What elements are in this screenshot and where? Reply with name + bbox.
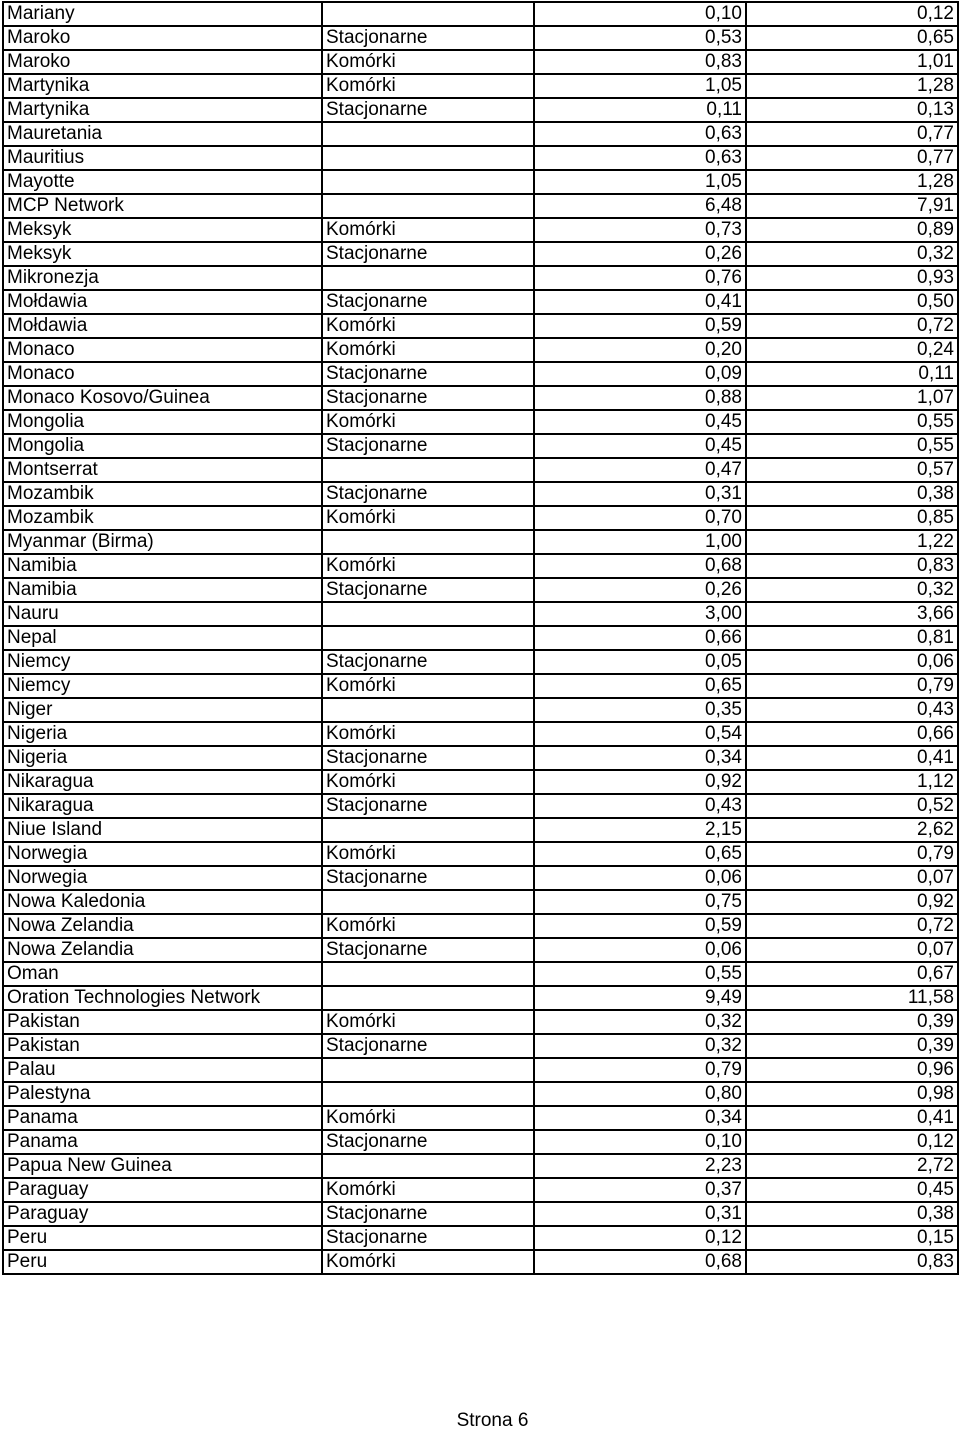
gross-price-cell: 2,62 [746,818,958,842]
type-cell [322,530,534,554]
gross-price-cell: 0,07 [746,938,958,962]
country-cell: Panama [3,1130,322,1154]
type-cell: Komórki [322,914,534,938]
gross-price-cell: 0,83 [746,554,958,578]
gross-price-cell: 1,01 [746,50,958,74]
gross-price-cell: 0,89 [746,218,958,242]
table-row [3,1154,958,1178]
type-cell [322,890,534,914]
country-cell: Meksyk [3,218,322,242]
net-price-cell: 0,20 [534,338,746,362]
type-cell: Stacjonarne [322,98,534,122]
type-cell: Komórki [322,314,534,338]
country-cell: Monaco [3,338,322,362]
net-price-cell: 9,49 [534,986,746,1010]
table-row [3,1106,958,1130]
net-price-cell: 0,26 [534,578,746,602]
type-cell: Komórki [322,554,534,578]
table-row [3,122,958,146]
gross-price-cell: 0,12 [746,1130,958,1154]
gross-price-cell: 0,32 [746,242,958,266]
page-number: Strona 6 [456,1410,529,1431]
country-cell: Mozambik [3,482,322,506]
table-row [3,1034,958,1058]
table-row [3,746,958,770]
table-row [3,1226,958,1250]
net-price-cell: 1,05 [534,170,746,194]
table-row [3,602,958,626]
gross-price-cell: 0,77 [746,122,958,146]
type-cell: Komórki [322,1010,534,1034]
net-price-cell: 1,00 [534,530,746,554]
country-cell: Namibia [3,554,322,578]
table-row [3,170,958,194]
country-cell: Myanmar (Birma) [3,530,322,554]
net-price-cell: 2,23 [534,1154,746,1178]
country-cell: Meksyk [3,242,322,266]
gross-price-cell: 0,98 [746,1082,958,1106]
type-cell: Komórki [322,1178,534,1202]
table-row [3,938,958,962]
net-price-cell: 0,79 [534,1058,746,1082]
gross-price-cell: 0,38 [746,1202,958,1226]
table-row [3,962,958,986]
type-cell: Stacjonarne [322,26,534,50]
table-row [3,194,958,218]
country-cell: Mongolia [3,434,322,458]
net-price-cell: 0,45 [534,410,746,434]
net-price-cell: 0,68 [534,1250,746,1274]
gross-price-cell: 0,52 [746,794,958,818]
net-price-cell: 0,75 [534,890,746,914]
type-cell [322,122,534,146]
country-cell: Niemcy [3,674,322,698]
gross-price-cell: 0,11 [746,362,958,386]
country-cell: Peru [3,1226,322,1250]
rates-table [2,1,959,1275]
type-cell [322,266,534,290]
country-cell: Nepal [3,626,322,650]
type-cell: Komórki [322,722,534,746]
country-cell: Mariany [3,2,322,26]
net-price-cell: 0,63 [534,122,746,146]
net-price-cell: 0,63 [534,146,746,170]
type-cell: Komórki [322,50,534,74]
gross-price-cell: 1,12 [746,770,958,794]
type-cell: Stacjonarne [322,1130,534,1154]
type-cell: Stacjonarne [322,578,534,602]
type-cell: Stacjonarne [322,794,534,818]
type-cell [322,1058,534,1082]
country-cell: Monaco Kosovo/Guinea [3,386,322,410]
net-price-cell: 0,65 [534,674,746,698]
net-price-cell: 0,73 [534,218,746,242]
table-row [3,650,958,674]
type-cell: Komórki [322,770,534,794]
table-row [3,410,958,434]
type-cell: Stacjonarne [322,290,534,314]
country-cell: Mayotte [3,170,322,194]
gross-price-cell: 1,22 [746,530,958,554]
type-cell [322,602,534,626]
table-row [3,1082,958,1106]
country-cell: Paraguay [3,1202,322,1226]
net-price-cell: 0,09 [534,362,746,386]
table-row [3,26,958,50]
table-row [3,98,958,122]
net-price-cell: 0,65 [534,842,746,866]
net-price-cell: 2,15 [534,818,746,842]
type-cell [322,986,534,1010]
type-cell: Komórki [322,506,534,530]
table-row [3,386,958,410]
country-cell: Palestyna [3,1082,322,1106]
table-row [3,458,958,482]
net-price-cell: 0,10 [534,2,746,26]
country-cell: Nowa Zelandia [3,938,322,962]
table-row [3,218,958,242]
country-cell: Nowa Kaledonia [3,890,322,914]
country-cell: Nigeria [3,722,322,746]
net-price-cell: 0,31 [534,1202,746,1226]
type-cell [322,818,534,842]
gross-price-cell: 0,13 [746,98,958,122]
net-price-cell: 0,43 [534,794,746,818]
net-price-cell: 0,41 [534,290,746,314]
gross-price-cell: 0,41 [746,1106,958,1130]
country-cell: Panama [3,1106,322,1130]
country-cell: Montserrat [3,458,322,482]
table-row [3,986,958,1010]
table-row [3,74,958,98]
country-cell: Maroko [3,26,322,50]
table-row [3,242,958,266]
country-cell: Paraguay [3,1178,322,1202]
table-row [3,290,958,314]
type-cell [322,146,534,170]
gross-price-cell: 11,58 [746,986,958,1010]
table-row [3,1202,958,1226]
type-cell: Stacjonarne [322,386,534,410]
country-cell: Mauretania [3,122,322,146]
gross-price-cell: 0,45 [746,1178,958,1202]
country-cell: Norwegia [3,866,322,890]
country-cell: Mongolia [3,410,322,434]
country-cell: Nikaragua [3,794,322,818]
net-price-cell: 3,00 [534,602,746,626]
net-price-cell: 0,59 [534,914,746,938]
table-row [3,482,958,506]
gross-price-cell: 0,38 [746,482,958,506]
table-row [3,1130,958,1154]
gross-price-cell: 0,92 [746,890,958,914]
type-cell: Stacjonarne [322,1226,534,1250]
table-row [3,674,958,698]
net-price-cell: 0,80 [534,1082,746,1106]
gross-price-cell: 0,55 [746,434,958,458]
net-price-cell: 0,83 [534,50,746,74]
net-price-cell: 0,70 [534,506,746,530]
net-price-cell: 1,05 [534,74,746,98]
net-price-cell: 0,59 [534,314,746,338]
gross-price-cell: 0,41 [746,746,958,770]
country-cell: MCP Network [3,194,322,218]
gross-price-cell: 0,93 [746,266,958,290]
type-cell [322,962,534,986]
table-row [3,1178,958,1202]
net-price-cell: 0,31 [534,482,746,506]
country-cell: Nauru [3,602,322,626]
country-cell: Martynika [3,98,322,122]
table-row [3,554,958,578]
country-cell: Norwegia [3,842,322,866]
table-row [3,1250,958,1274]
net-price-cell: 0,88 [534,386,746,410]
gross-price-cell: 0,07 [746,866,958,890]
table-row [3,770,958,794]
gross-price-cell: 0,85 [746,506,958,530]
table-row [3,794,958,818]
table-row [3,722,958,746]
gross-price-cell: 0,43 [746,698,958,722]
type-cell: Komórki [322,842,534,866]
type-cell: Stacjonarne [322,242,534,266]
type-cell [322,1082,534,1106]
table-row [3,1058,958,1082]
type-cell: Stacjonarne [322,866,534,890]
gross-price-cell: 0,57 [746,458,958,482]
type-cell [322,1154,534,1178]
gross-price-cell: 0,79 [746,674,958,698]
net-price-cell: 0,11 [534,98,746,122]
net-price-cell: 0,12 [534,1226,746,1250]
gross-price-cell: 0,32 [746,578,958,602]
type-cell: Stacjonarne [322,482,534,506]
gross-price-cell: 0,39 [746,1034,958,1058]
net-price-cell: 0,92 [534,770,746,794]
net-price-cell: 0,55 [534,962,746,986]
net-price-cell: 0,53 [534,26,746,50]
table-row [3,2,958,26]
country-cell: Mikronezja [3,266,322,290]
country-cell: Mołdawia [3,314,322,338]
net-price-cell: 0,06 [534,866,746,890]
gross-price-cell: 2,72 [746,1154,958,1178]
table-row [3,1010,958,1034]
country-cell: Peru [3,1250,322,1274]
type-cell [322,194,534,218]
table-row [3,698,958,722]
gross-price-cell: 0,72 [746,914,958,938]
net-price-cell: 0,34 [534,746,746,770]
table-row [3,890,958,914]
gross-price-cell: 0,50 [746,290,958,314]
net-price-cell: 0,32 [534,1010,746,1034]
table-row [3,914,958,938]
table-row [3,362,958,386]
net-price-cell: 0,10 [534,1130,746,1154]
net-price-cell: 0,47 [534,458,746,482]
country-cell: Nowa Zelandia [3,914,322,938]
gross-price-cell: 1,28 [746,74,958,98]
net-price-cell: 0,54 [534,722,746,746]
gross-price-cell: 0,65 [746,26,958,50]
gross-price-cell: 1,28 [746,170,958,194]
gross-price-cell: 0,15 [746,1226,958,1250]
country-cell: Mauritius [3,146,322,170]
net-price-cell: 0,34 [534,1106,746,1130]
gross-price-cell: 0,83 [746,1250,958,1274]
gross-price-cell: 0,24 [746,338,958,362]
net-price-cell: 0,05 [534,650,746,674]
type-cell [322,698,534,722]
type-cell: Stacjonarne [322,1202,534,1226]
country-cell: Maroko [3,50,322,74]
net-price-cell: 0,37 [534,1178,746,1202]
gross-price-cell: 0,67 [746,962,958,986]
type-cell [322,170,534,194]
net-price-cell: 0,45 [534,434,746,458]
country-cell: Nikaragua [3,770,322,794]
gross-price-cell: 0,79 [746,842,958,866]
type-cell: Komórki [322,338,534,362]
gross-price-cell: 0,55 [746,410,958,434]
type-cell: Komórki [322,1250,534,1274]
country-cell: Mozambik [3,506,322,530]
gross-price-cell: 0,12 [746,2,958,26]
type-cell: Stacjonarne [322,434,534,458]
gross-price-cell: 0,66 [746,722,958,746]
net-price-cell: 0,06 [534,938,746,962]
gross-price-cell: 7,91 [746,194,958,218]
type-cell: Stacjonarne [322,746,534,770]
gross-price-cell: 0,81 [746,626,958,650]
type-cell: Komórki [322,218,534,242]
country-cell: Palau [3,1058,322,1082]
country-cell: Mołdawia [3,290,322,314]
rates-table-body [3,2,958,1274]
net-price-cell: 0,26 [534,242,746,266]
table-row [3,842,958,866]
table-row [3,434,958,458]
type-cell [322,2,534,26]
type-cell: Stacjonarne [322,938,534,962]
table-row [3,338,958,362]
gross-price-cell: 0,72 [746,314,958,338]
country-cell: Niger [3,698,322,722]
country-cell: Namibia [3,578,322,602]
country-cell: Monaco [3,362,322,386]
type-cell: Komórki [322,74,534,98]
gross-price-cell: 3,66 [746,602,958,626]
gross-price-cell: 0,39 [746,1010,958,1034]
table-row [3,146,958,170]
table-row [3,266,958,290]
type-cell [322,626,534,650]
country-cell: Oration Technologies Network [3,986,322,1010]
country-cell: Martynika [3,74,322,98]
gross-price-cell: 0,96 [746,1058,958,1082]
table-row [3,818,958,842]
table-row [3,506,958,530]
gross-price-cell: 0,77 [746,146,958,170]
net-price-cell: 0,32 [534,1034,746,1058]
net-price-cell: 0,68 [534,554,746,578]
table-row [3,866,958,890]
gross-price-cell: 1,07 [746,386,958,410]
country-cell: Niue Island [3,818,322,842]
table-row [3,530,958,554]
table-row [3,578,958,602]
table-row [3,626,958,650]
country-cell: Oman [3,962,322,986]
country-cell: Pakistan [3,1010,322,1034]
net-price-cell: 6,48 [534,194,746,218]
country-cell: Nigeria [3,746,322,770]
net-price-cell: 0,76 [534,266,746,290]
type-cell: Komórki [322,674,534,698]
type-cell: Stacjonarne [322,362,534,386]
country-cell: Papua New Guinea [3,1154,322,1178]
gross-price-cell: 0,06 [746,650,958,674]
table-row [3,50,958,74]
type-cell: Stacjonarne [322,650,534,674]
type-cell: Komórki [322,410,534,434]
country-cell: Pakistan [3,1034,322,1058]
type-cell: Stacjonarne [322,1034,534,1058]
table-row [3,314,958,338]
type-cell: Komórki [322,1106,534,1130]
type-cell [322,458,534,482]
net-price-cell: 0,35 [534,698,746,722]
country-cell: Niemcy [3,650,322,674]
net-price-cell: 0,66 [534,626,746,650]
